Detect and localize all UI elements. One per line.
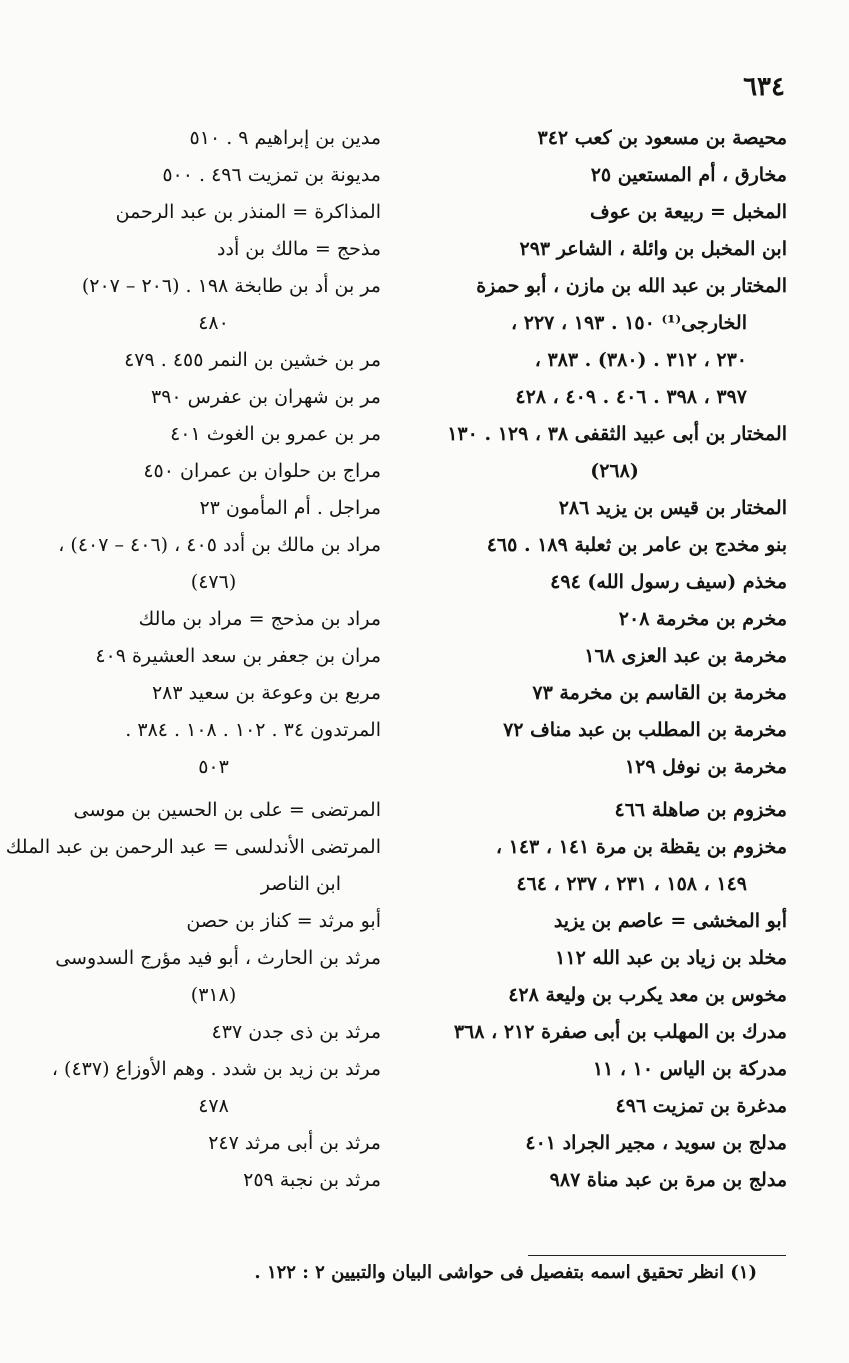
index-entry: المرتدون ٣٤ . ١٠٢ . ١٠٨ . ٣٨٤ . (125, 719, 381, 741)
index-entry-continuation: ٤٧٨ (198, 1095, 229, 1117)
index-entry: مراجل . أم المأمون ٢٣ (199, 497, 381, 519)
index-entry: مخزوم بن يقظة بن مرة ١٤١ ، ١٤٣ ، (495, 836, 787, 858)
index-entry: مديونة بن تمزيت ٤٩٦ . ٥٠٠ (162, 164, 381, 186)
index-entry: مذحج = مالك بن أدد (217, 238, 381, 260)
index-entry: المذاكرة = المنذر بن عبد الرحمن (115, 201, 381, 223)
index-entry: محيصة بن مسعود بن كعب ٣٤٢ (537, 127, 787, 149)
page-number: ٦٣٤ (743, 72, 785, 102)
index-entry: مربع بن وعوعة بن سعيد ٢٨٣ (151, 682, 381, 704)
index-entry-continuation: ٢٣٠ ، ٣١٢ . (٣٨٠) . ٣٨٣ ، (534, 349, 747, 371)
index-entry-continuation: ٣٩٧ ، ٣٩٨ . ٤٠٦ . ٤٠٩ ، ٤٢٨ (515, 386, 747, 408)
index-entry: مخوس بن معد يكرب بن وليعة ٤٢٨ (508, 984, 787, 1006)
index-entry: المخبل = ربيعة بن عوف (590, 201, 787, 223)
index-entry: بنو مخدج بن عامر بن ثعلبة ١٨٩ . ٤٦٥ (486, 534, 787, 556)
index-entry: مرثد بن نجبة ٢٥٩ (243, 1169, 381, 1191)
index-entry: مر بن شهران بن عفرس ٣٩٠ (150, 386, 381, 408)
index-entry: مخزوم بن صاهلة ٤٦٦ (614, 799, 787, 821)
index-entry-continuation: ١٤٩ ، ١٥٨ ، ٢٣١ ، ٢٣٧ ، ٤٦٤ (516, 873, 747, 895)
index-entry: مخلد بن زياد بن عبد الله ١١٢ (555, 947, 787, 969)
index-entry-continuation: (٢٦٨) (590, 460, 639, 482)
index-entry: مر بن عمرو بن الغوث ٤٠١ (170, 423, 381, 445)
index-entry-continuation: ٤٨٠ (198, 312, 229, 334)
index-entry: المختار بن أبى عبيد الثقفى ٣٨ ، ١٢٩ . ١٣٠ (447, 423, 787, 445)
index-entry: مراد بن مذحج = مراد بن مالك (138, 608, 381, 630)
index-entry: مرثد بن أبى مرثد ٢٤٧ (208, 1132, 381, 1154)
index-entry: مدين بن إبراهيم ٩ . ٥١٠ (189, 127, 381, 149)
index-entry: مراج بن حلوان بن عمران ٤٥٠ (143, 460, 381, 482)
index-entry: مدرك بن المهلب بن أبى صفرة ٢١٢ ، ٣٦٨ (453, 1021, 787, 1043)
index-entry: مران بن جعفر بن سعد العشيرة ٤٠٩ (95, 645, 381, 667)
index-entry: مخرمة بن المطلب بن عبد مناف ٧٢ (503, 719, 787, 741)
index-entry: أبو المخشى = عاصم بن يزيد (553, 910, 787, 932)
index-entry: مر بن خشين بن النمر ٤٥٥ . ٤٧٩ (124, 349, 381, 371)
index-entry: مخذم (سيف رسول الله) ٤٩٤ (550, 571, 787, 593)
index-entry: مخرمة بن عبد العزى ١٦٨ (584, 645, 787, 667)
index-entry: المرتضى الأندلسى = عبد الرحمن بن عبد الملك (5, 836, 381, 858)
index-entry: مدغرة بن تمزيت ٤٩٦ (615, 1095, 787, 1117)
index-entry: أبو مرثد = كناز بن حصن (186, 910, 381, 932)
index-entry-continuation: (٣١٨) (190, 984, 237, 1006)
index-entry: مخرمة بن نوفل ١٢٩ (624, 756, 787, 778)
footnote-divider (528, 1255, 786, 1256)
index-entry-continuation: ٥٠٣ (198, 756, 229, 778)
index-column-right (442, 120, 787, 1199)
index-entry: مدلج بن سويد ، مجير الجراد ٤٠١ (525, 1132, 787, 1154)
index-entry-continuation: الخارجى⁽¹⁾ ١٥٠ . ١٩٣ ، ٢٢٧ ، (510, 312, 747, 334)
index-entry: مراد بن مالك بن أدد ٤٠٥ ، (٤٠٦ – ٤٠٧) ، (58, 534, 381, 556)
index-entry: مرثد بن زيد بن شدد . وهم الأوزاع (٤٣٧) ، (51, 1058, 381, 1080)
index-entry: مخرمة بن القاسم بن مخرمة ٧٣ (532, 682, 787, 704)
index-column-left (5, 120, 381, 1199)
index-entry: مدلج بن مرة بن عبد مناة ٩٨٧ (549, 1169, 787, 1191)
index-entry: مدركة بن الياس ١٠ ، ١١ (592, 1058, 787, 1080)
index-entry-continuation: (٤٧٦) (190, 571, 237, 593)
index-entry: مرثد بن ذى جدن ٤٣٧ (211, 1021, 381, 1043)
footnote: (١) انظر تحقيق اسمه بتفصيل فى حواشى البيان والتبيين ٢ : ١٢٢ . (254, 1262, 757, 1283)
index-entry: المختار بن عبد الله بن مازن ، أبو حمزة (476, 275, 787, 297)
index-entry: المختار بن قيس بن يزيد ٢٨٦ (558, 497, 787, 519)
index-entry: المرتضى = على بن الحسين بن موسى (73, 799, 381, 821)
index-entry: ابن المخبل بن وائلة ، الشاعر ٢٩٣ (519, 238, 787, 260)
index-entry: مر بن أد بن طابخة ١٩٨ . (٢٠٦ – ٢٠٧) (81, 275, 381, 297)
index-entry-continuation: ابن الناصر (260, 873, 341, 895)
index-entry: مخارق ، أم المستعين ٢٥ (590, 164, 787, 186)
index-entry: مرثد بن الحارث ، أبو فيد مؤرج السدوسى (55, 947, 381, 969)
index-entry: مخرم بن مخرمة ٢٠٨ (618, 608, 787, 630)
